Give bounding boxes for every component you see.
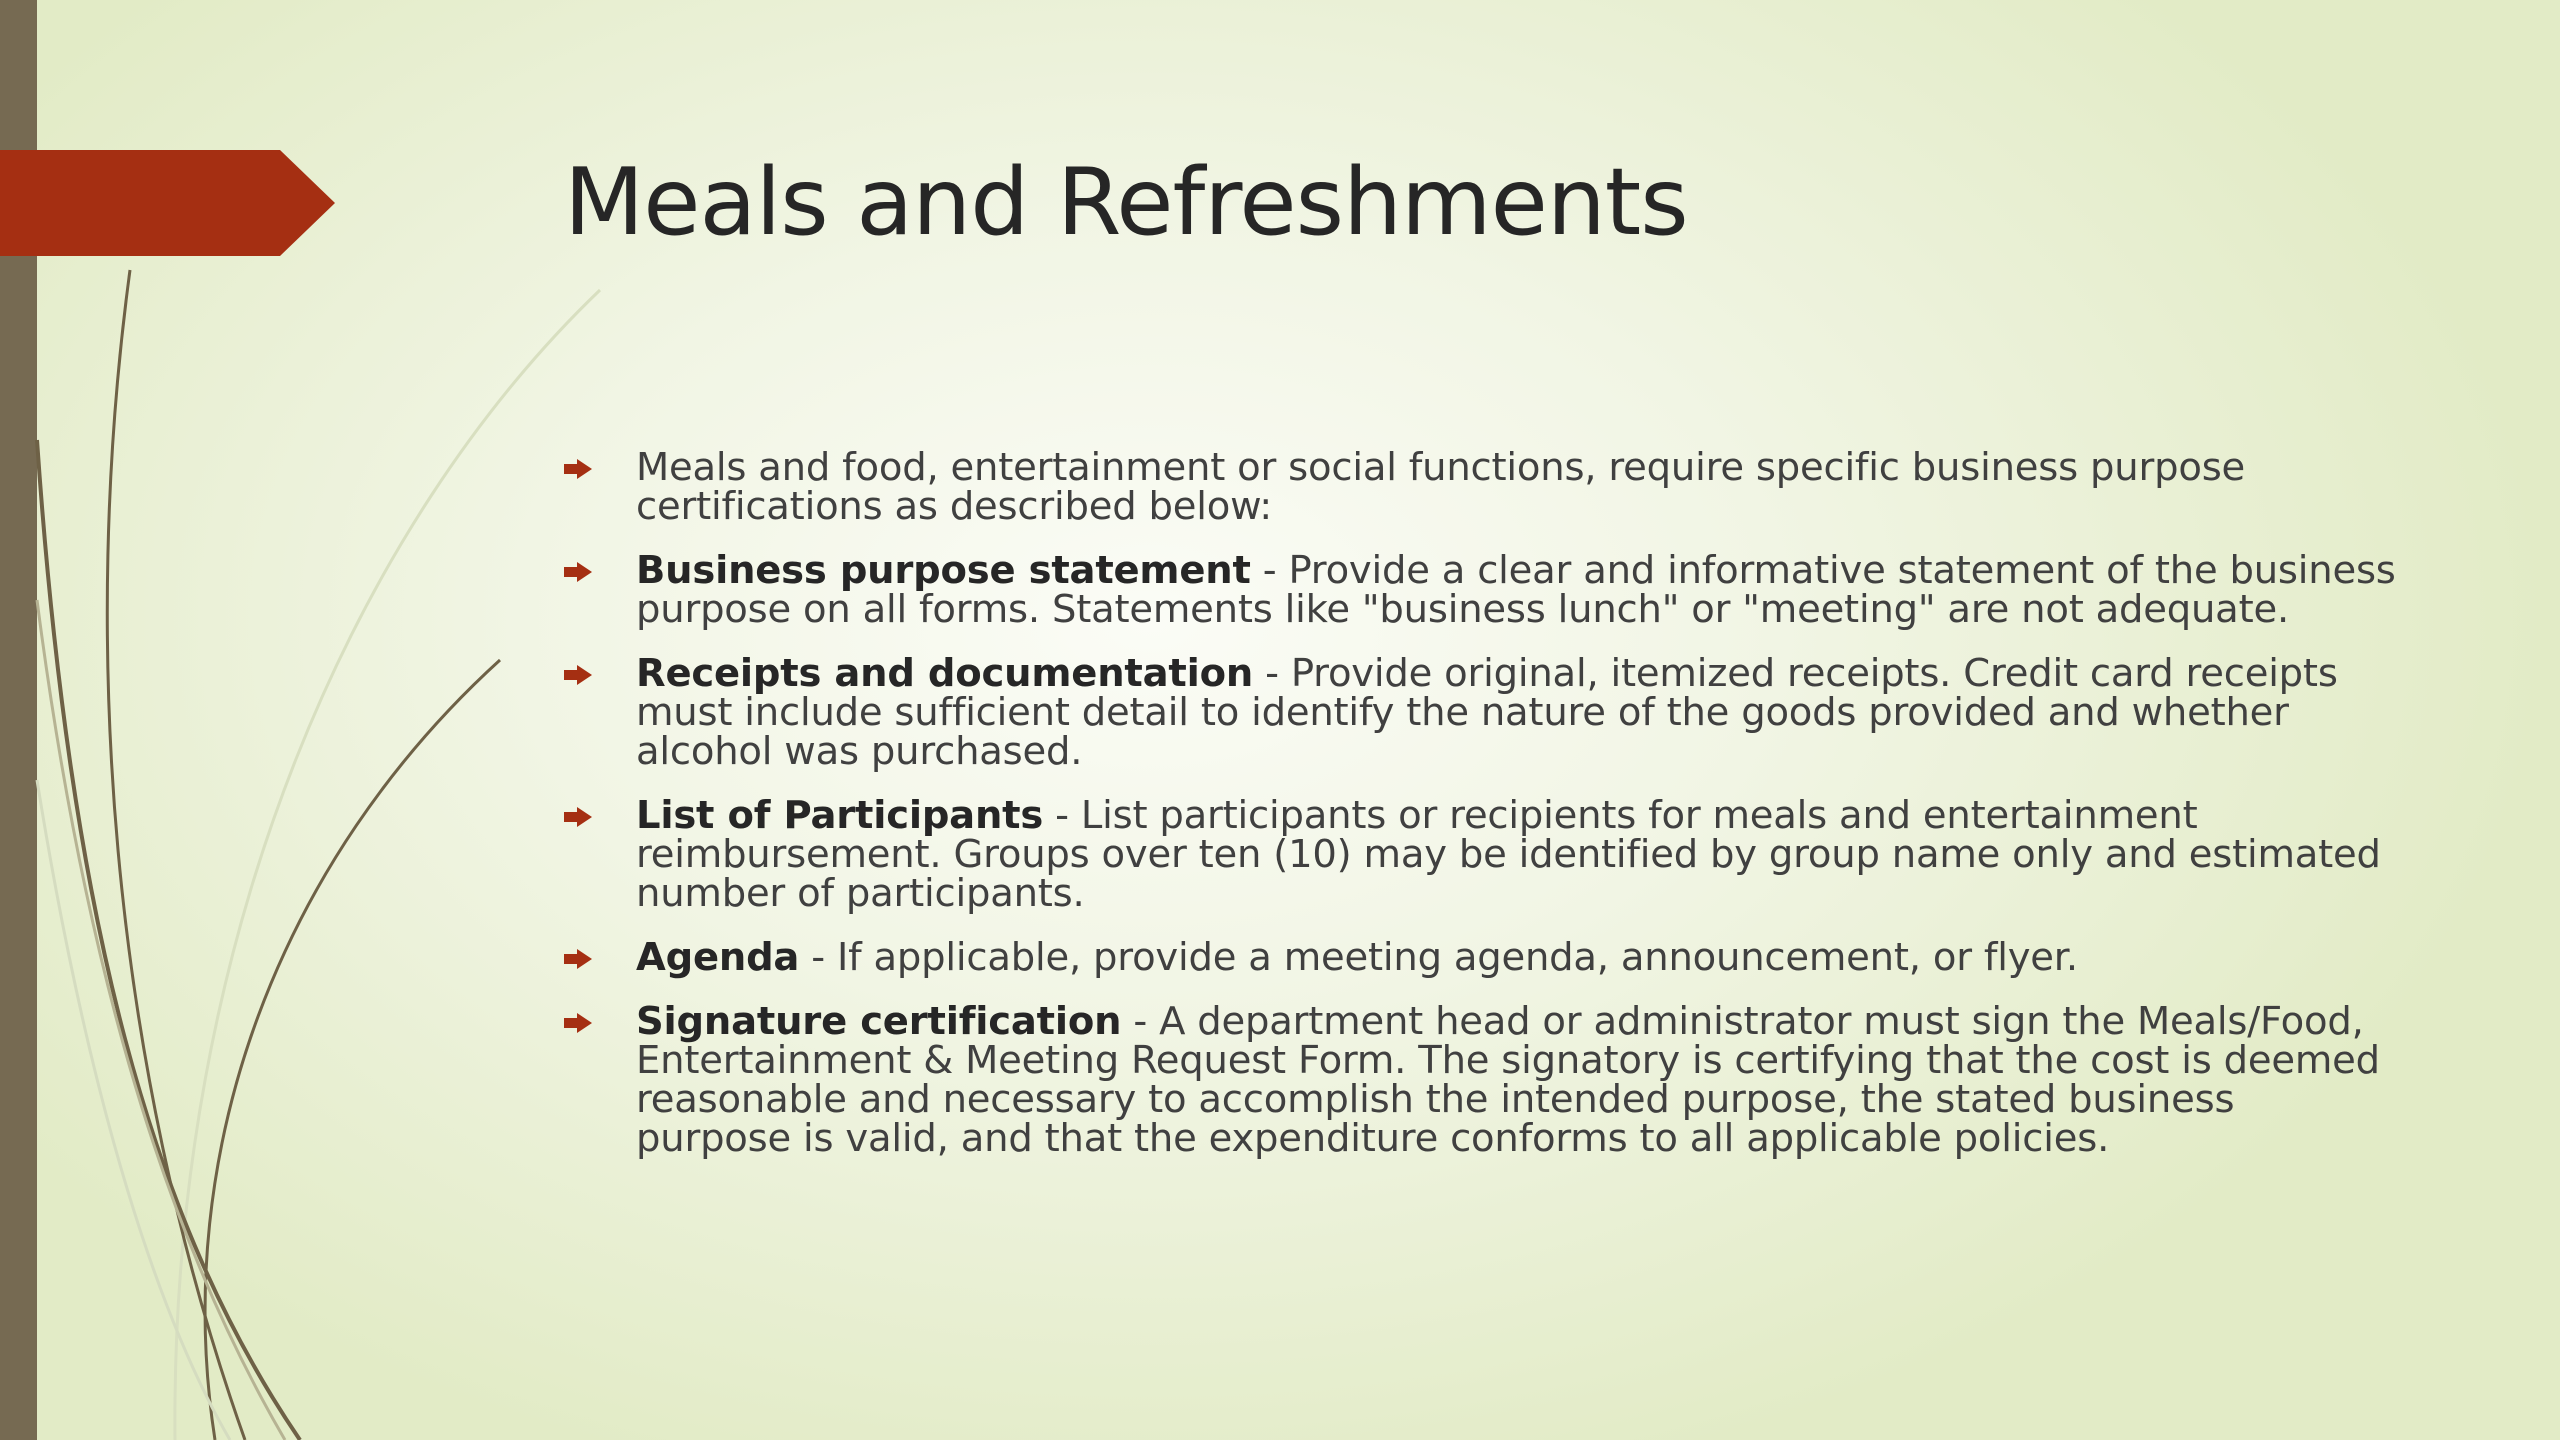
bullet-heading: Business purpose statement [636,548,1251,593]
bullet-text: - Provide original, itemized receipts. Credit card receipts must include sufficient detail to identify the nature of the goods provided and whether alcohol was purchased. [636,651,2338,774]
bullet-text: - List participants or recipients for meals and entertainment reimbursement. Groups over ten (10) may be identified by group name only and estimated number of participants. [636,793,2381,916]
arrow-bullet-icon [564,665,592,685]
bullet-item [564,548,2399,632]
bullet-item [564,999,2399,1161]
title-arrow-accent [0,150,335,256]
slide-title: Meals and Refreshments [564,148,1688,256]
bullet-heading: Agenda [636,935,800,980]
bullet-text: - A department head or administrator must sign the Meals/Food, Entertainment & Meeting Request Form. The signatory is certifying that the cost is deemed reasonable and necessary to accomplish the intended purpose, the stated business purpose is valid, and that the expenditure conforms to all applicable policies. [636,999,2380,1161]
arrow-bullet-icon [564,807,592,827]
arrow-bullet-icon [564,562,592,582]
bullet-heading: Receipts and documentation [636,651,1254,696]
bullet-item [564,651,2399,774]
bullet-text: - Provide a clear and informative statement of the business purpose on all forms. Statements like "business lunch" or "meeting" are not adequate. [636,548,2396,632]
bullet-text: Meals and food, entertainment or social functions, require specific business purpose certifications as described below: [636,445,2246,529]
bullet-text: - If applicable, provide a meeting agenda, announcement, or flyer. [799,935,2078,980]
arrow-bullet-icon [564,1013,592,1033]
bullet-item [564,935,2399,980]
arrow-bullet-icon [564,949,592,969]
bullet-item [564,445,2399,529]
arrow-bullet-icon [564,459,592,479]
bullet-list [564,445,2399,1183]
bullet-heading: List of Participants [636,793,1044,838]
bullet-heading: Signature certification [636,999,1122,1044]
bullet-item [564,793,2399,916]
